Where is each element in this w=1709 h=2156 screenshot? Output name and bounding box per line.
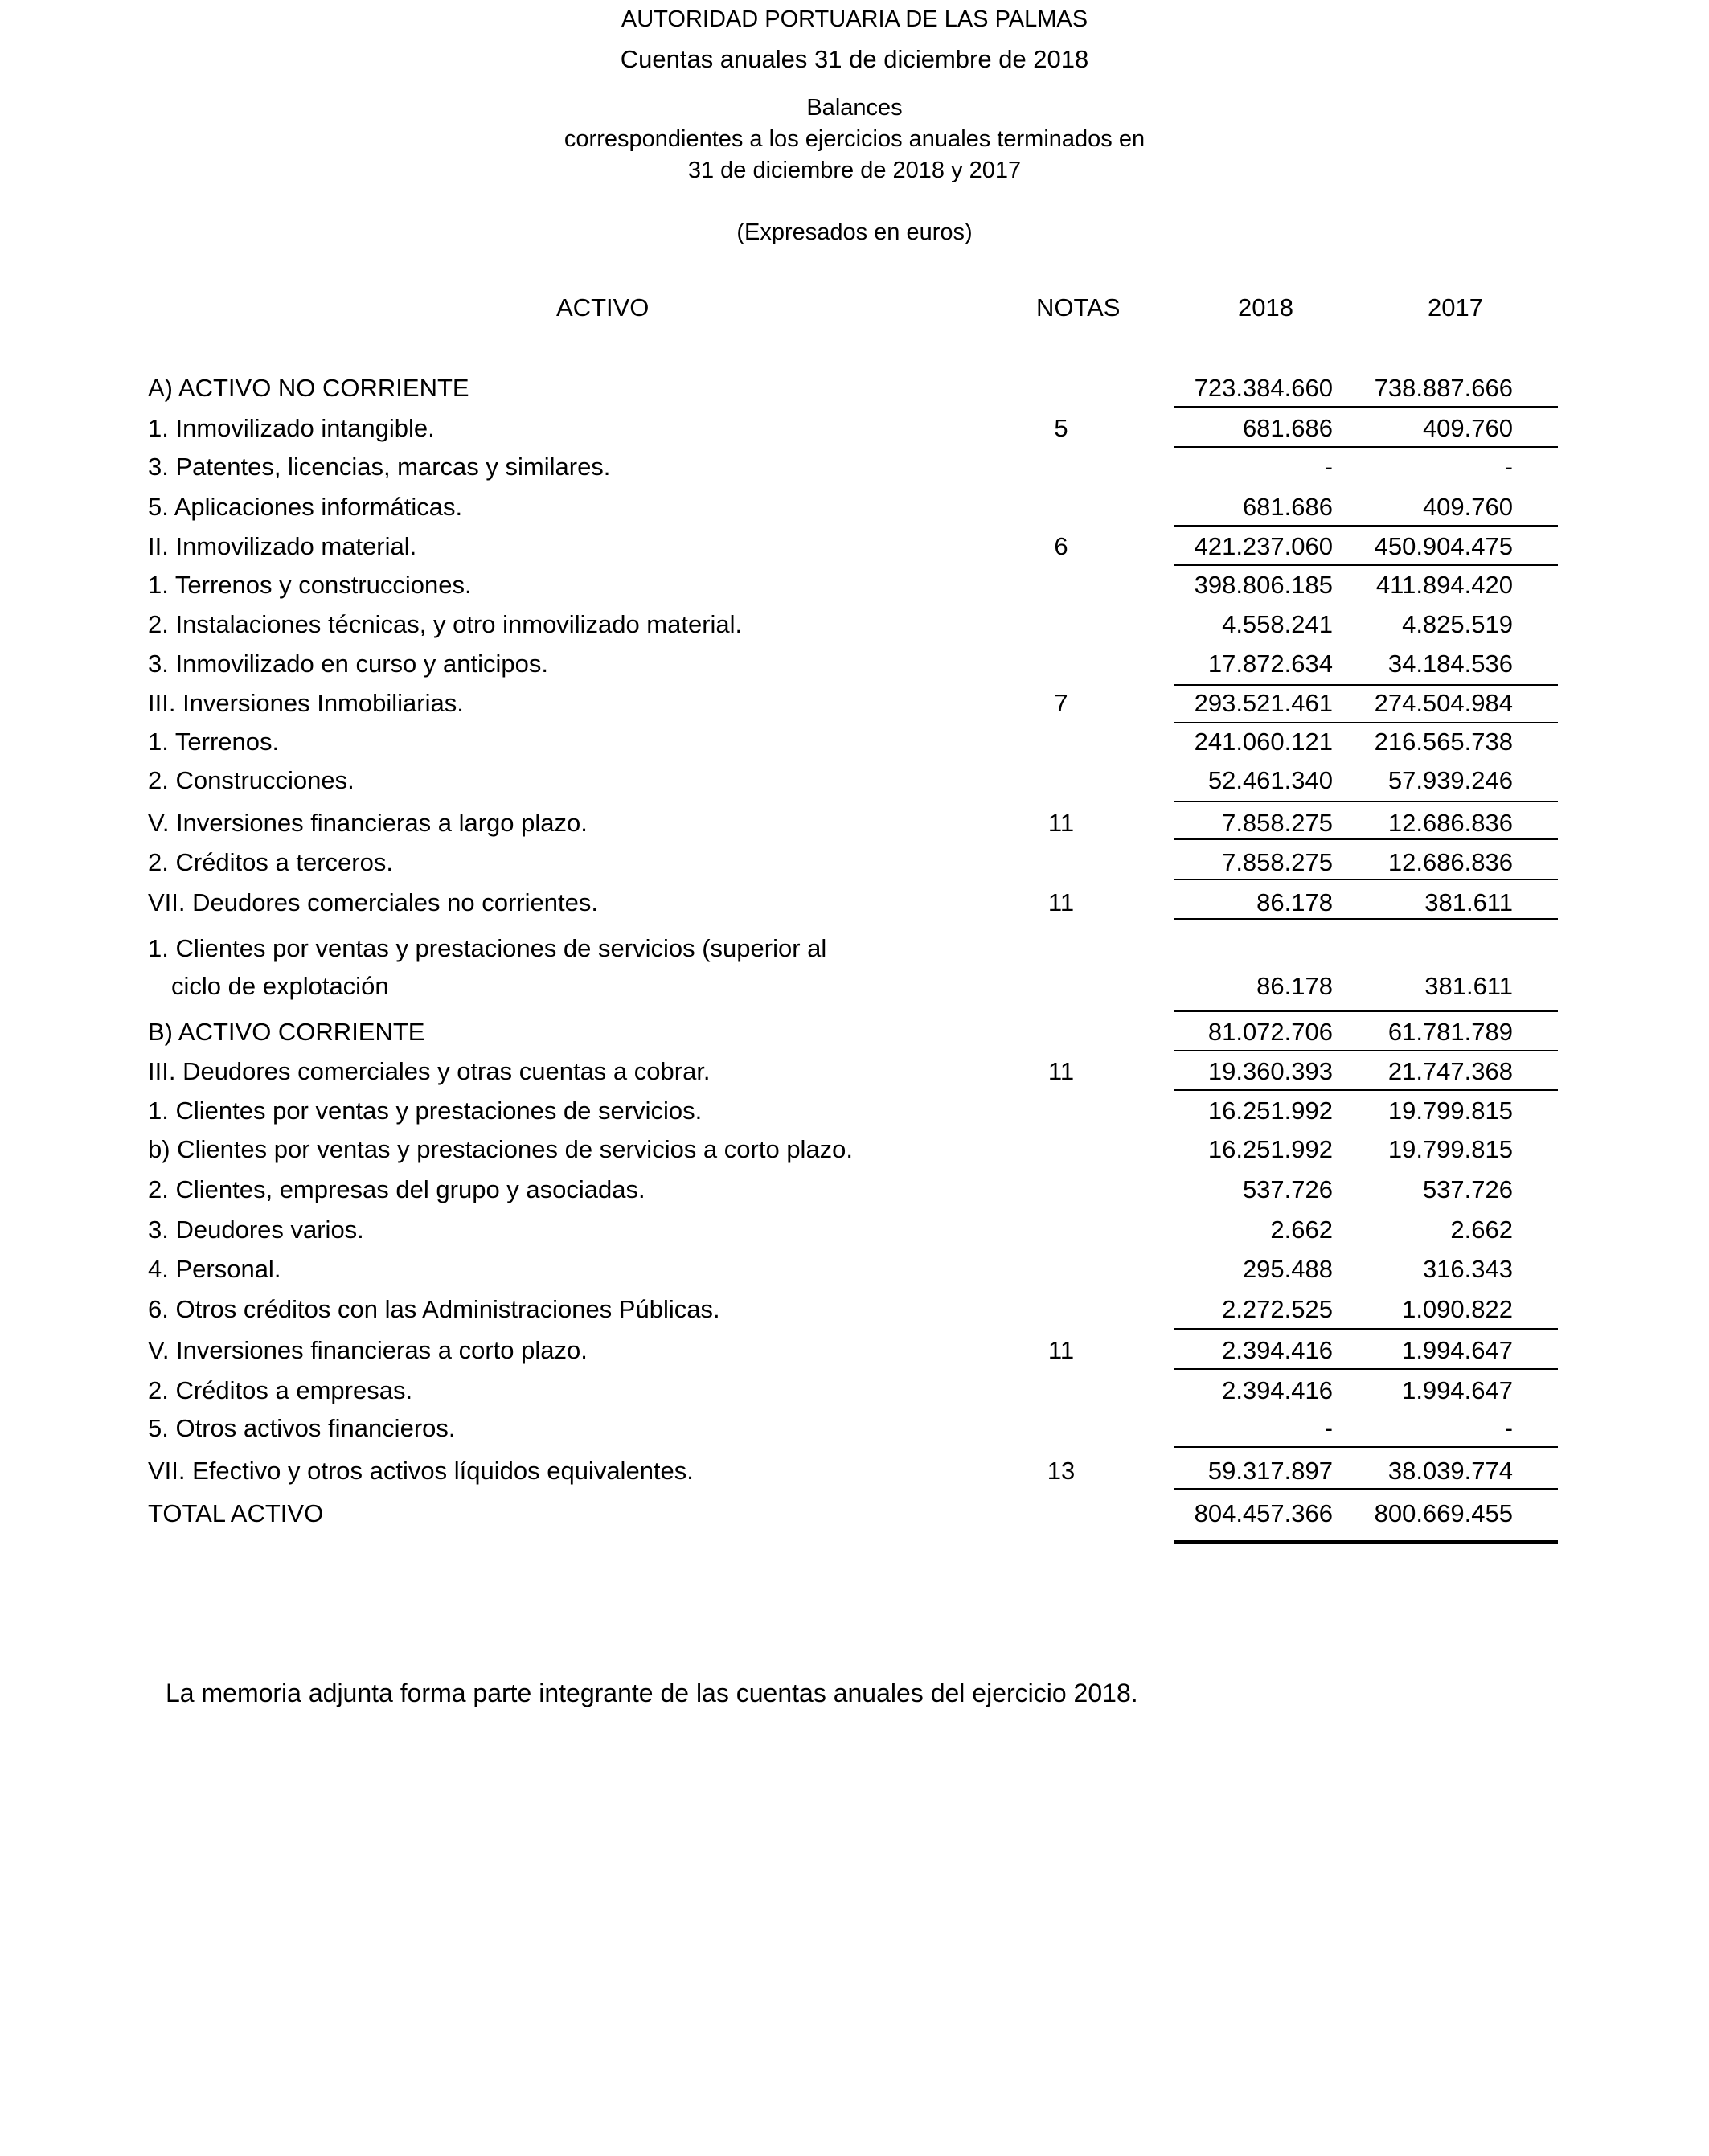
row-label: b) Clientes por ventas y prestaciones de servicios a corto plazo.: [148, 1135, 854, 1163]
row-label: 1. Inmovilizado intangible.: [148, 414, 435, 442]
table-row: [0, 1016, 1709, 1048]
row-label: 5. Otros activos financieros.: [148, 1414, 456, 1442]
table-row: [0, 1095, 1709, 1127]
row-label: ciclo de explotación: [171, 972, 389, 1000]
row-value-2017: 12.686.836: [1387, 809, 1513, 837]
row-value-2017: 316.343: [1422, 1255, 1513, 1283]
row-value-2018: 19.360.393: [1207, 1057, 1333, 1085]
row-note: 11: [1047, 888, 1075, 916]
table-row: [0, 687, 1709, 719]
subtotal-rule: [1174, 1089, 1558, 1091]
column-header-2018: 2018: [1238, 293, 1293, 322]
row-label: 1. Terrenos.: [148, 728, 280, 756]
row-value-2017: 800.669.455: [1374, 1499, 1513, 1527]
total-rule: [1174, 1540, 1558, 1544]
row-value-2017: 450.904.475: [1374, 532, 1513, 560]
table-row: [0, 846, 1709, 879]
row-value-2017: 381.611: [1424, 972, 1513, 1000]
subtotal-rule: [1174, 406, 1558, 408]
row-value-2018: 398.806.185: [1194, 571, 1333, 599]
row-label: III. Inversiones Inmobiliarias.: [148, 689, 464, 717]
subtotal-rule: [1174, 1446, 1558, 1448]
table-row: [0, 451, 1709, 483]
row-label: 3. Inmovilizado en curso y anticipos.: [148, 650, 548, 678]
table-row: [0, 1055, 1709, 1088]
row-value-2017: 411.894.420: [1375, 571, 1513, 599]
row-value-2018: -: [1324, 1414, 1333, 1442]
row-label: B) ACTIVO CORRIENTE: [148, 1018, 425, 1046]
table-row: [0, 1253, 1709, 1285]
row-value-2018: 2.662: [1270, 1215, 1333, 1244]
subtotal-rule: [1174, 879, 1558, 880]
row-value-2018: 81.072.706: [1207, 1018, 1333, 1046]
balance-subtitle-line-1: correspondientes a los ejercicios anuales terminados en: [564, 126, 1145, 152]
row-value-2017: 738.887.666: [1374, 374, 1513, 402]
subtotal-rule: [1174, 446, 1558, 448]
table-row: [0, 1375, 1709, 1407]
table-row: [0, 1214, 1709, 1246]
table-row: [0, 1412, 1709, 1445]
row-value-2017: 4.825.519: [1402, 610, 1513, 638]
subtotal-rule: [1174, 525, 1558, 527]
row-note: 13: [1047, 1457, 1076, 1485]
table-row: [0, 1455, 1709, 1487]
row-value-2018: 86.178: [1256, 888, 1333, 916]
subtotal-rule: [1174, 1328, 1558, 1330]
row-label: 2. Instalaciones técnicas, y otro inmovilizado material.: [148, 610, 743, 638]
table-row: [0, 1334, 1709, 1367]
row-label: 1. Clientes por ventas y prestaciones de servicios.: [148, 1096, 703, 1125]
row-label: VII. Deudores comerciales no corrientes.: [148, 888, 598, 916]
row-label: 5. Aplicaciones informáticas.: [148, 493, 463, 521]
row-label: TOTAL ACTIVO: [148, 1499, 324, 1527]
row-label: V. Inversiones financieras a largo plazo.: [148, 809, 588, 837]
table-row: [0, 531, 1709, 563]
row-value-2018: 804.457.366: [1194, 1499, 1333, 1527]
row-note: 6: [1054, 532, 1068, 560]
table-row: [0, 569, 1709, 601]
column-header-activo: ACTIVO: [556, 293, 650, 322]
row-value-2018: 241.060.121: [1194, 728, 1333, 756]
row-value-2017: 1.090.822: [1402, 1295, 1513, 1323]
row-value-2018: 52.461.340: [1207, 766, 1333, 794]
table-row: [0, 887, 1709, 919]
row-value-2018: 537.726: [1242, 1175, 1333, 1203]
row-value-2018: 16.251.992: [1207, 1096, 1333, 1125]
row-label: 2. Clientes, empresas del grupo y asociadas.: [148, 1175, 645, 1203]
row-label: VII. Efectivo y otros activos líquidos equivalentes.: [148, 1457, 694, 1485]
row-note: 11: [1047, 1336, 1075, 1364]
row-value-2017: 19.799.815: [1387, 1135, 1513, 1163]
row-value-2018: 2.394.416: [1222, 1376, 1333, 1404]
row-label: 4. Personal.: [148, 1255, 281, 1283]
entity-name: AUTORIDAD PORTUARIA DE LAS PALMAS: [621, 6, 1088, 32]
table-row: [0, 412, 1709, 445]
row-value-2017: 274.504.984: [1374, 689, 1513, 717]
row-value-2018: 723.384.660: [1194, 374, 1333, 402]
table-row: [0, 1174, 1709, 1206]
row-note: 11: [1047, 1057, 1075, 1085]
row-value-2017: 57.939.246: [1387, 766, 1513, 794]
table-row: [0, 726, 1709, 758]
subtotal-rule: [1174, 684, 1558, 686]
table-row: [0, 932, 1709, 965]
row-value-2017: 216.565.738: [1374, 728, 1513, 756]
row-value-2018: 17.872.634: [1207, 650, 1333, 678]
row-value-2018: 4.558.241: [1222, 610, 1333, 638]
row-value-2018: 86.178: [1256, 972, 1333, 1000]
row-value-2017: 381.611: [1424, 888, 1513, 916]
currency-note: (Expresados en euros): [736, 219, 973, 245]
table-row: [0, 1498, 1709, 1530]
table-row: [0, 609, 1709, 641]
row-value-2017: -: [1504, 453, 1513, 481]
row-value-2017: 21.747.368: [1387, 1057, 1513, 1085]
row-value-2018: 2.272.525: [1222, 1295, 1333, 1323]
row-value-2017: 38.039.774: [1387, 1457, 1513, 1485]
subtotal-rule: [1174, 1368, 1558, 1370]
subtotal-rule: [1174, 564, 1558, 566]
subtotal-rule: [1174, 1488, 1558, 1490]
row-label: 2. Créditos a empresas.: [148, 1376, 413, 1404]
table-row: [0, 807, 1709, 839]
subtotal-rule: [1174, 1050, 1558, 1051]
table-row: [0, 970, 1709, 1002]
subtotal-rule: [1174, 801, 1558, 802]
balance-title: Balances: [806, 95, 903, 121]
row-value-2017: 34.184.536: [1387, 650, 1513, 678]
row-value-2017: 409.760: [1422, 414, 1513, 442]
row-value-2017: 2.662: [1450, 1215, 1513, 1244]
table-row: [0, 1133, 1709, 1166]
table-row: [0, 764, 1709, 797]
row-label: V. Inversiones financieras a corto plazo.: [148, 1336, 588, 1364]
row-value-2017: 61.781.789: [1387, 1018, 1513, 1046]
column-header-notas: NOTAS: [1036, 293, 1121, 322]
row-label: III. Deudores comerciales y otras cuentas a cobrar.: [148, 1057, 711, 1085]
row-value-2018: 7.858.275: [1222, 848, 1333, 876]
table-row: [0, 491, 1709, 523]
row-value-2017: 537.726: [1422, 1175, 1513, 1203]
row-label: 2. Créditos a terceros.: [148, 848, 393, 876]
footnote: La memoria adjunta forma parte integrante de las cuentas anuales del ejercicio 2018.: [166, 1678, 1138, 1707]
column-header-2017: 2017: [1428, 293, 1483, 322]
row-value-2017: 1.994.647: [1402, 1376, 1513, 1404]
row-label: 3. Patentes, licencias, marcas y similares.: [148, 453, 611, 481]
row-label: 3. Deudores varios.: [148, 1215, 364, 1244]
subtotal-rule: [1174, 1010, 1558, 1012]
row-value-2017: 1.994.647: [1402, 1336, 1513, 1364]
table-row: [0, 1293, 1709, 1326]
row-value-2018: 2.394.416: [1222, 1336, 1333, 1364]
row-label: 2. Construcciones.: [148, 766, 355, 794]
row-note: 7: [1054, 689, 1068, 717]
row-value-2017: 12.686.836: [1387, 848, 1513, 876]
row-value-2017: 19.799.815: [1387, 1096, 1513, 1125]
row-value-2017: -: [1504, 1414, 1513, 1442]
row-value-2018: -: [1324, 453, 1333, 481]
balance-subtitle-line-2: 31 de diciembre de 2018 y 2017: [687, 158, 1022, 183]
row-label: 1. Terrenos y construcciones.: [148, 571, 472, 599]
table-row: [0, 372, 1709, 404]
subtotal-rule: [1174, 722, 1558, 723]
row-note: 11: [1047, 809, 1075, 837]
row-value-2017: 409.760: [1422, 493, 1513, 521]
row-value-2018: 7.858.275: [1222, 809, 1333, 837]
row-value-2018: 16.251.992: [1207, 1135, 1333, 1163]
row-label: 1. Clientes por ventas y prestaciones de servicios (superior al: [148, 934, 827, 962]
row-value-2018: 293.521.461: [1194, 689, 1333, 717]
row-note: 5: [1054, 414, 1068, 442]
row-value-2018: 681.686: [1242, 414, 1333, 442]
table-row: [0, 648, 1709, 680]
subtotal-rule: [1174, 918, 1558, 920]
row-value-2018: 421.237.060: [1194, 532, 1333, 560]
row-label: A) ACTIVO NO CORRIENTE: [148, 374, 469, 402]
row-value-2018: 681.686: [1242, 493, 1333, 521]
row-label: II. Inmovilizado material.: [148, 532, 417, 560]
accounts-title: Cuentas anuales 31 de diciembre de 2018: [620, 45, 1089, 73]
row-value-2018: 59.317.897: [1207, 1457, 1333, 1485]
row-value-2018: 295.488: [1242, 1255, 1333, 1283]
row-label: 6. Otros créditos con las Administraciones Públicas.: [148, 1295, 720, 1323]
subtotal-rule: [1174, 838, 1558, 840]
